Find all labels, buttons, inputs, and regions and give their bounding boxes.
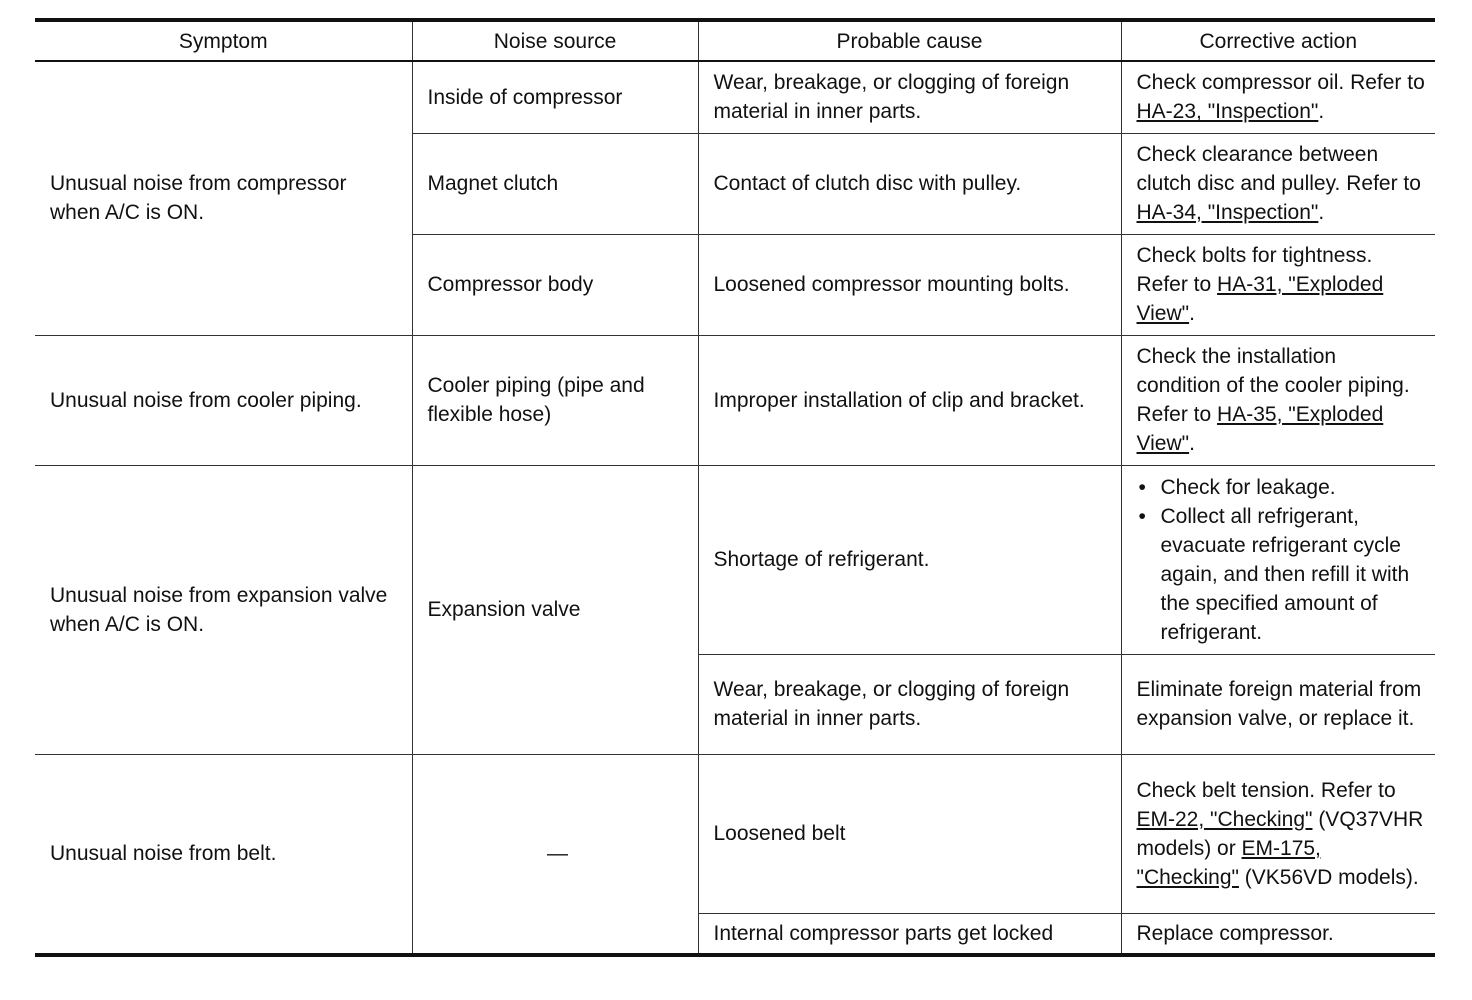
corrective-action-cell — [1121, 61, 1435, 133]
noise-source-cell: Expansion valve — [412, 465, 698, 754]
reference-link[interactable]: EM-22, "Checking" — [1136, 807, 1313, 831]
noise-source-cell: Inside of compressor — [412, 61, 698, 133]
action-text: . — [1318, 201, 1325, 224]
header-probable-cause: Probable cause — [698, 20, 1121, 61]
corrective-action-cell — [1121, 133, 1435, 234]
table-row — [35, 754, 1435, 913]
noise-source-cell: — — [412, 754, 698, 955]
probable-cause-cell: Loosened belt — [698, 754, 1121, 913]
reference-link[interactable]: HA-31, "Exploded View" — [1136, 273, 1384, 325]
corrective-action-cell — [1121, 335, 1435, 465]
noise-source-cell: Cooler piping (pipe and flexible hose) — [412, 335, 698, 465]
header-noise-source: Noise source — [412, 20, 698, 61]
reference-link[interactable]: EM-175, "Checking" — [1136, 836, 1321, 889]
action-text: . — [1189, 302, 1195, 325]
probable-cause-cell: Improper installation of clip and bracket. — [698, 335, 1121, 465]
action-text: Check bolts for tightness. Refer to — [1136, 244, 1373, 296]
corrective-action-cell — [1121, 234, 1435, 335]
corrective-action-cell: Replace compressor. — [1121, 913, 1435, 955]
action-text: . — [1189, 432, 1195, 455]
table-row — [35, 61, 1435, 133]
table-row — [35, 465, 1435, 654]
probable-cause-cell: Contact of clutch disc with pulley. — [698, 133, 1121, 234]
symptom-cell: Unusual noise from expansion valve when A/C is ON. — [35, 465, 412, 754]
action-text: Check belt tension. Refer to — [1136, 778, 1396, 802]
header-symptom: Symptom — [35, 20, 412, 61]
probable-cause-cell: Wear, breakage, or clogging of foreign material in inner parts. — [698, 654, 1121, 754]
action-text: Check compressor oil. Refer to — [1136, 71, 1425, 95]
probable-cause-cell: Internal compressor parts get locked — [698, 913, 1121, 955]
header-row — [35, 20, 1435, 61]
action-text: . — [1318, 100, 1325, 124]
reference-link[interactable]: HA-34, "Inspection" — [1136, 201, 1319, 224]
troubleshooting-table — [35, 18, 1435, 957]
reference-link[interactable]: HA-35, "Exploded View" — [1136, 403, 1384, 455]
action-text: Check the installation condition of the cooler piping. Refer to — [1136, 345, 1410, 426]
corrective-action-cell — [1121, 754, 1435, 913]
header-corrective-action: Corrective action — [1121, 20, 1435, 61]
probable-cause-cell: Loosened compressor mounting bolts. — [698, 234, 1121, 335]
noise-source-cell: Magnet clutch — [412, 133, 698, 234]
probable-cause-cell: Wear, breakage, or clogging of foreign material in inner parts. — [698, 61, 1121, 133]
symptom-cell: Unusual noise from cooler piping. — [35, 335, 412, 465]
list-item: • Check for leakage. — [1137, 473, 1426, 502]
table-row — [35, 335, 1435, 465]
probable-cause-cell: Shortage of refrigerant. — [698, 465, 1121, 654]
reference-link[interactable]: HA-23, "Inspection" — [1136, 100, 1319, 124]
action-text: (VK56VD models). — [1238, 865, 1419, 889]
noise-source-cell: Compressor body — [412, 234, 698, 335]
symptom-cell: Unusual noise from belt. — [35, 754, 412, 955]
corrective-action-cell: Eliminate foreign material from expansion valve, or replace it. — [1121, 654, 1435, 754]
action-text: (VQ37VHR models) or — [1136, 807, 1424, 860]
corrective-action-cell — [1121, 465, 1435, 654]
action-bullet-list — [1137, 473, 1426, 647]
symptom-cell: Unusual noise from compressor when A/C is ON. — [35, 61, 412, 335]
action-text: Check clearance between clutch disc and pulley. Refer to — [1136, 143, 1421, 195]
list-item: • Collect all refrigerant, evacuate refrigerant cycle again, and then refill it with the specified amount of refrigerant. — [1137, 502, 1426, 647]
